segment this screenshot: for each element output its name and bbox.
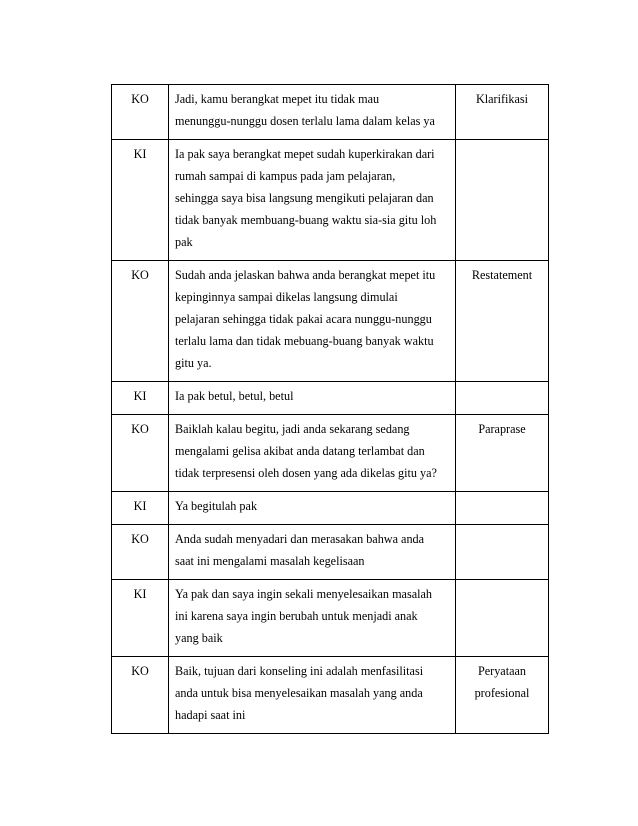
dialogue-table-body xyxy=(112,85,549,734)
speaker-cell: KO xyxy=(112,525,169,580)
speaker-cell: KI xyxy=(112,580,169,657)
utterance-line: Sudah anda jelaskan bahwa anda berangkat mepet itu xyxy=(175,268,436,282)
utterance-cell xyxy=(169,492,456,525)
speaker-cell: KO xyxy=(112,85,169,140)
dialogue-row xyxy=(112,85,549,140)
utterance-cell xyxy=(169,657,456,734)
technique-label: profesional xyxy=(474,686,530,700)
dialogue-row xyxy=(112,657,549,734)
utterance-line: ini karena saya ingin berubah untuk menjadi anak xyxy=(175,609,418,623)
technique-label: Peryataan xyxy=(477,664,527,678)
utterance-line: Ya begitulah pak xyxy=(175,499,258,513)
speaker-cell: KI xyxy=(112,382,169,415)
utterance-line: Baiklah kalau begitu, jadi anda sekarang sedang xyxy=(175,422,410,436)
utterance-line: Anda sudah menyadari dan merasakan bahwa anda xyxy=(175,532,425,546)
utterance-line: menunggu-nunggu dosen terlalu lama dalam kelas ya xyxy=(175,114,435,128)
dialogue-row xyxy=(112,415,549,492)
utterance-line: terlalu lama dan tidak mebuang-buang banyak waktu xyxy=(175,334,434,348)
speaker-cell: KI xyxy=(112,492,169,525)
utterance-line: tidak banyak membuang-buang waktu sia-sia gitu loh xyxy=(175,213,437,227)
speaker-cell: KI xyxy=(112,140,169,261)
technique-label: Paraprase xyxy=(478,422,526,436)
utterance-line: Ya pak dan saya ingin sekali menyelesaikan masalah xyxy=(175,587,432,601)
counseling-dialogue-table xyxy=(111,84,549,734)
speaker-cell: KO xyxy=(112,415,169,492)
utterance-line: mengalami gelisa akibat anda datang terlambat dan xyxy=(175,444,425,458)
technique-cell xyxy=(456,580,549,657)
technique-cell xyxy=(456,525,549,580)
technique-cell xyxy=(456,85,549,140)
utterance-line: anda untuk bisa menyelesaikan masalah yang anda xyxy=(175,686,423,700)
dialogue-row xyxy=(112,580,549,657)
utterance-line: pak xyxy=(175,235,193,249)
utterance-cell xyxy=(169,525,456,580)
utterance-line: hadapi saat ini xyxy=(175,708,246,722)
technique-label: Klarifikasi xyxy=(475,92,529,106)
utterance-line: Ia pak betul, betul, betul xyxy=(175,389,294,403)
utterance-line: Ia pak saya berangkat mepet sudah kuperkirakan dari xyxy=(175,147,435,161)
technique-cell xyxy=(456,415,549,492)
utterance-line: saat ini mengalami masalah kegelisaan xyxy=(175,554,365,568)
utterance-line: yang baik xyxy=(175,631,223,645)
technique-cell xyxy=(456,140,549,261)
speaker-cell: KO xyxy=(112,261,169,382)
utterance-cell xyxy=(169,580,456,657)
utterance-cell xyxy=(169,415,456,492)
utterance-cell xyxy=(169,261,456,382)
utterance-line: gitu ya. xyxy=(175,356,212,370)
utterance-cell xyxy=(169,382,456,415)
utterance-line: sehingga saya bisa langsung mengikuti pelajaran dan xyxy=(175,191,434,205)
dialogue-row xyxy=(112,140,549,261)
dialogue-row xyxy=(112,261,549,382)
dialogue-row xyxy=(112,492,549,525)
technique-cell xyxy=(456,657,549,734)
utterance-line: kepinginnya sampai dikelas langsung dimulai xyxy=(175,290,398,304)
technique-cell xyxy=(456,261,549,382)
technique-label: Restatement xyxy=(471,268,533,282)
utterance-cell xyxy=(169,140,456,261)
dialogue-row xyxy=(112,525,549,580)
speaker-cell: KO xyxy=(112,657,169,734)
utterance-line: Jadi, kamu berangkat mepet itu tidak mau xyxy=(175,92,380,106)
utterance-line: tidak terpresensi oleh dosen yang ada dikelas gitu ya? xyxy=(175,466,437,480)
dialogue-row xyxy=(112,382,549,415)
utterance-line: pelajaran sehingga tidak pakai acara nunggu-nunggu xyxy=(175,312,432,326)
utterance-line: rumah sampai di kampus pada jam pelajaran, xyxy=(175,169,396,183)
technique-cell xyxy=(456,382,549,415)
utterance-line: Baik, tujuan dari konseling ini adalah menfasilitasi xyxy=(175,664,424,678)
technique-cell xyxy=(456,492,549,525)
utterance-cell xyxy=(169,85,456,140)
